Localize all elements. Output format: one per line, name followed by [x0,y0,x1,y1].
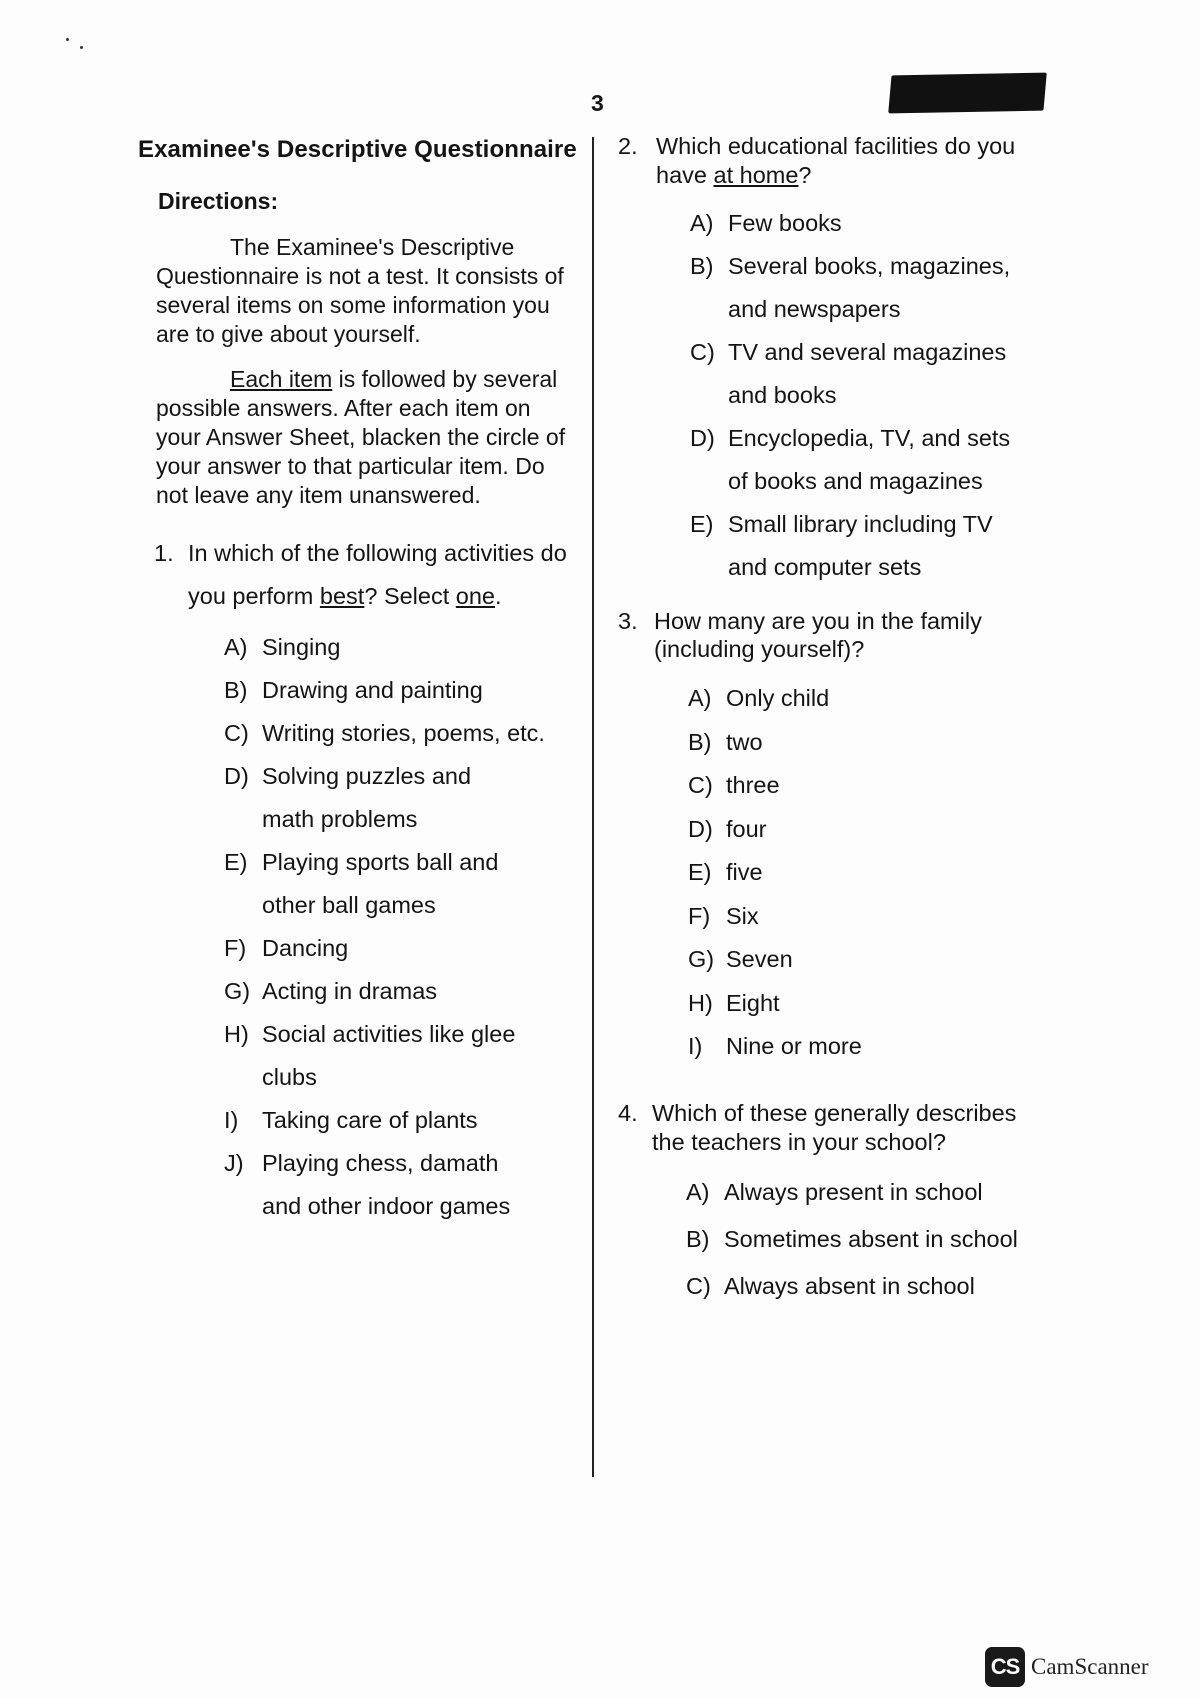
option: G) Seven [688,946,793,972]
question-text: Which of these generally describes the teachers in your school? [652,1099,1017,1155]
redaction-mark [888,73,1047,114]
option: C) Writing stories, poems, etc. [224,720,545,746]
option: C) three [688,772,780,798]
option: B) two [688,728,763,755]
question-number: 4. [618,1099,638,1126]
scan-speck [66,38,69,41]
option: B) Drawing and painting [224,677,483,703]
directions-paragraph-2: Each item is followed by several possible answers. After each item on your Answer Sheet, blacken the circle of your answer to that particular item. Do not leave any item unanswered. [156,366,566,508]
option: C) TV and several magazines and books [690,339,1007,408]
option: A) Only child [688,685,830,711]
question-text: In which of the following activities do you perform best? Select one. [188,540,567,609]
camscanner-watermark [985,1647,1149,1687]
option: D) Solving puzzles and math problems [224,763,472,832]
question-number: 2. [618,133,638,159]
option: B) Several books, magazines, and newspapers [690,253,1011,322]
option: D) Encyclopedia, TV, and sets of books and magazines [690,425,1011,494]
option: C) Always absent in school [686,1272,975,1299]
column-divider [592,137,594,1477]
question-2 [618,132,1058,190]
question-1 [154,532,588,618]
option: H) Social activities like glee clubs [224,1021,516,1090]
question-number: 1. [154,540,174,566]
question-number: 3. [618,608,638,634]
option: E) five [688,859,763,885]
option: A) Singing [224,634,341,660]
option: H) Eight [688,989,780,1016]
left-column [138,136,588,1228]
option: A) Always present in school [686,1178,983,1205]
question-text: How many are you in the family (including yourself)? [654,608,982,662]
option: G) Acting in dramas [224,978,438,1004]
question-text: Which educational facilities do you have at home? [656,133,1016,188]
questionnaire-title: Examinee's Descriptive Questionnaire [138,136,577,163]
right-column [618,132,1058,1310]
option: A) Few books [690,210,842,236]
option: J) Playing chess, damath and other indoor games [224,1150,511,1219]
page-number: 3 [591,90,604,116]
scan-speck [80,46,83,49]
question-4-options [686,1169,1058,1310]
option: I) Nine or more [688,1033,862,1059]
question-3-options [688,677,1058,1069]
question-3 [618,607,1058,663]
directions-heading: Directions: [158,188,279,214]
camscanner-text: CamScanner [1031,1654,1149,1679]
option: F) Dancing [224,935,349,961]
question-4 [618,1099,1058,1157]
option: E) Small library including TV and computer sets [690,511,993,580]
option: D) four [688,815,767,842]
question-2-options [690,202,1058,589]
question-1-options [224,626,588,1228]
option: F) Six [688,902,759,929]
option: I) Taking care of plants [224,1107,478,1133]
option: E) Playing sports ball and other ball games [224,849,499,918]
option: B) Sometimes absent in school [686,1225,1018,1252]
directions-paragraph-1: The Examinee's Descriptive Questionnaire is not a test. It consists of several items on some information you are to give about yourself. [156,234,564,347]
camscanner-logo-icon: CS [985,1647,1025,1687]
